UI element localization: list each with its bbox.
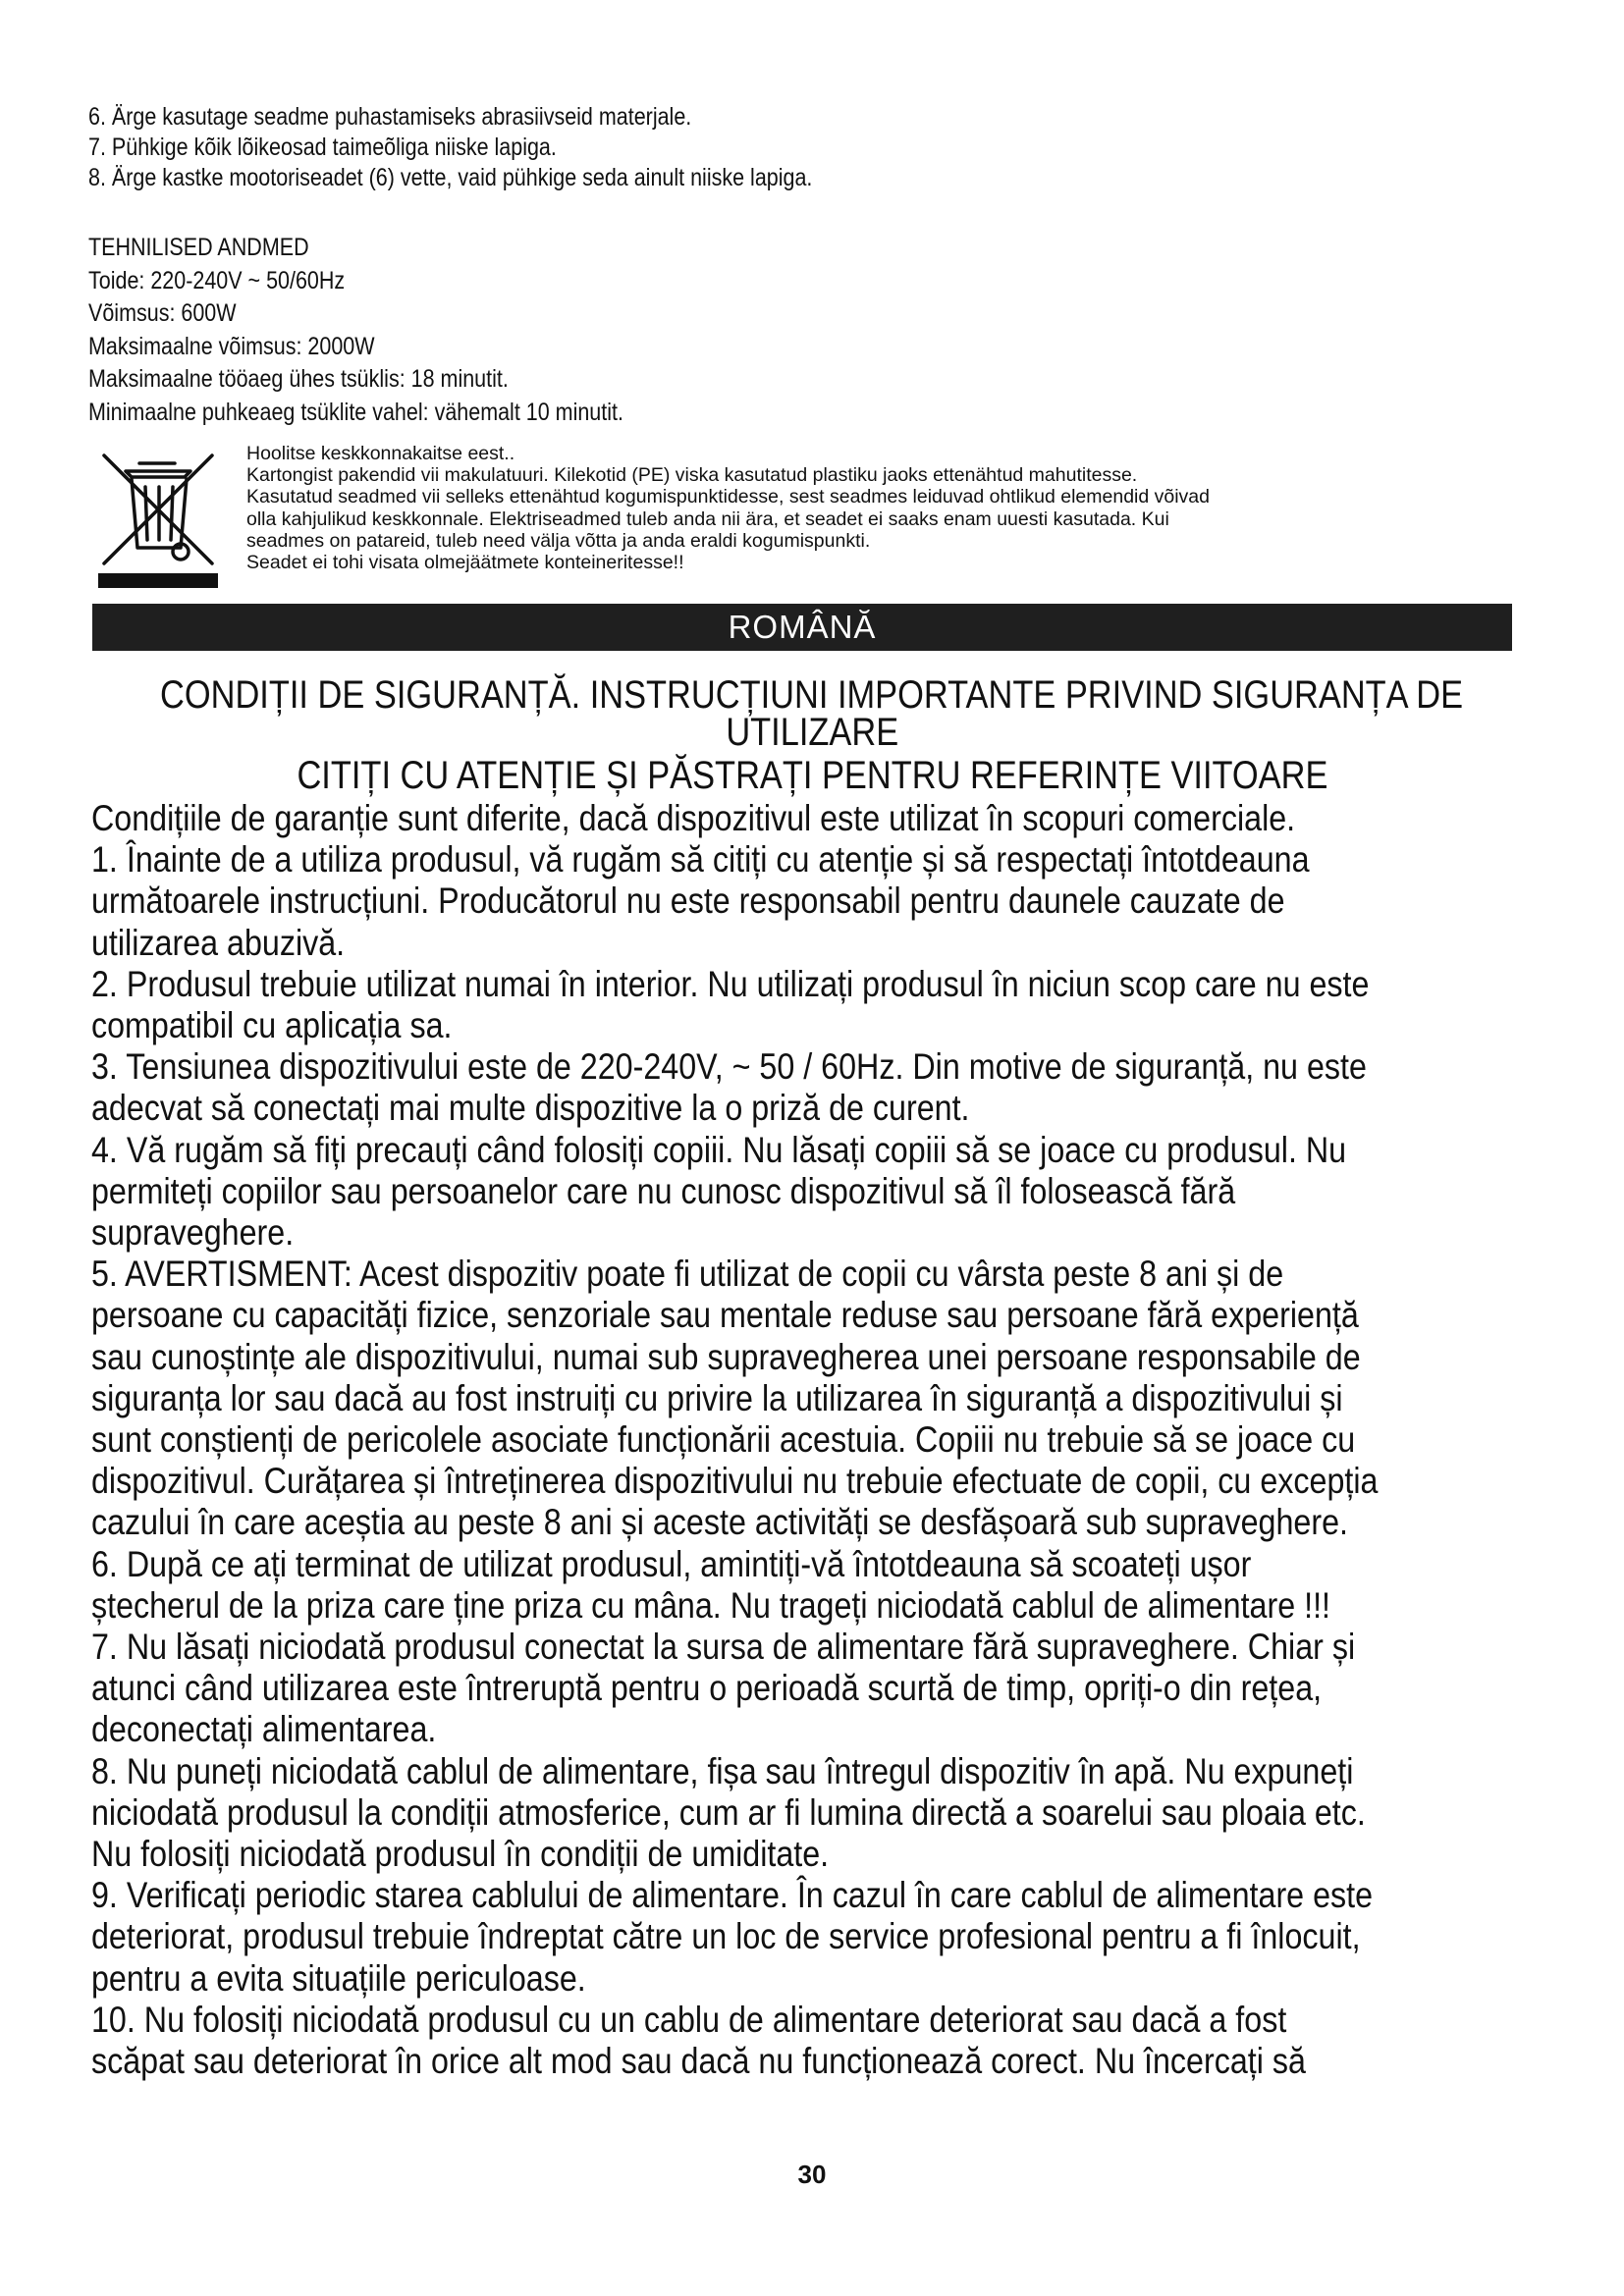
instruction-line: sunt conștienți de pericolele asociate funcționării acestuia. Copiii nu trebuie să se joace cu — [91, 1418, 1356, 1461]
instruction-line: siguranța lor sau dacă au fost instruiți cu privire la utilizarea în siguranță a dispozitivului și — [91, 1376, 1343, 1418]
instruction-line: deteriorat, produsul trebuie îndreptat către un loc de service profesional pentru a fi înlocuit, — [91, 1915, 1361, 1957]
safety-heading-text: CONDIȚII DE SIGURANȚĂ. INSTRUCȚIUNI IMPORTANTE PRIVIND SIGURANȚA DE — [160, 673, 1464, 717]
spec-power: Võimsus: 600W — [88, 299, 237, 327]
spec-max-power: Maksimaalne võimsus: 2000W — [88, 332, 375, 360]
environment-line: seadmes on patareid, tuleb need välja võtta ja anda eraldi kogumispunkti. — [246, 529, 871, 552]
instruction-line: deconectați alimentarea. — [91, 1708, 437, 1750]
list-item: 7. Pühkige kõik lõikeosad taimeõliga niiske lapiga. — [88, 133, 557, 161]
instruction-line: 3. Tensiunea dispozitivului este de 220-240V, ~ 50 / 60Hz. Din motive de siguranță, nu este — [91, 1045, 1367, 1088]
spec-max-run-time: Maksimaalne tööaeg ühes tsüklis: 18 minutit. — [88, 365, 509, 393]
instruction-line: 8. Nu puneți niciodată cablul de alimentare, fișa sau întregul dispozitiv în apă. Nu expuneți — [91, 1749, 1354, 1791]
instruction-line: 10. Nu folosiți niciodată produsul cu un cablu de alimentare deteriorat sau dacă a fost — [91, 1998, 1287, 2040]
estonian-care-list — [88, 102, 1267, 193]
instruction-line: 9. Verificați periodic starea cablului de alimentare. În cazul în care cablul de alimentare este — [91, 1874, 1374, 1916]
environment-line: Hoolitse keskkonnakaitse eest.. — [246, 443, 515, 464]
environment-line: olla kahjulikud keskkonnale. Elektriseadmed tuleb anda nii ära, et seadet ei saaks enam uuesti kasutada. Kui — [246, 507, 1169, 530]
environment-notice — [246, 443, 1552, 573]
instruction-line: sau cunoștințe ale dispozitivului, numai sub supravegherea unei persoane responsabile de — [91, 1335, 1361, 1377]
list-item: 6. Ärge kasutage seadme puhastamiseks abrasiivseid materjale. — [88, 103, 692, 131]
list-item: 8. Ärge kastke mootoriseadet (6) vette, vaid pühkige seda ainult niiske lapiga. — [88, 164, 813, 191]
instruction-line: adecvat să conectați mai multe dispozitive la o priză de curent. — [91, 1087, 970, 1129]
instruction-line: ștecherul de la priza care ține priza cu mâna. Nu trageți niciodată cablul de alimentare !!! — [91, 1583, 1331, 1626]
instruction-line: niciodată produsul la condiții atmosferice, cum ar fi lumina directă a soarelui sau ploaia etc. — [91, 1790, 1366, 1833]
instruction-line: 1. Înainte de a utiliza produsul, vă rugăm să citiți cu atenție și să respectați întotdeauna — [91, 838, 1310, 881]
instruction-line: dispozitivul. Curățarea și întreținerea dispozitivului nu trebuie efectuate de copii, cu excepția — [91, 1460, 1379, 1502]
safety-instructions — [91, 797, 1544, 2081]
instruction-line: atunci când utilizarea este întreruptă pentru o perioadă scurtă de timp, opriți-o din rețea, — [91, 1667, 1323, 1709]
instruction-line: persoane cu capacități fizice, senzoriale sau mentale reduse sau persoane fără experiență — [91, 1294, 1359, 1336]
instruction-line: 6. După ce ați terminat de utilizat produsul, amintiți-vă întotdeauna să scoateți ușor — [91, 1542, 1252, 1584]
language-section-bar: ROMÂNĂ — [92, 604, 1512, 651]
instruction-line: Condițiile de garanție sunt diferite, dacă dispozitivul este utilizat în scopuri comerciale. — [91, 797, 1296, 838]
instruction-line: 7. Nu lăsați niciodată produsul conectat la sursa de alimentare fără supraveghere. Chiar și — [91, 1626, 1356, 1668]
instruction-line: 2. Produsul trebuie utilizat numai în interior. Nu utilizați produsul în niciun scop care nu este — [91, 962, 1370, 1004]
instruction-line: permiteți copiilor sau persoanelor care nu cunosc dispozitivul să îl folosească fără — [91, 1169, 1236, 1211]
spec-rest-time: Minimaalne puhkeaeg tsüklite vahel: vähemalt 10 minutit. — [88, 398, 623, 426]
spec-power-supply: Toide: 220-240V ~ 50/60Hz — [88, 266, 346, 294]
environment-line: Kartongist pakendid vii makulatuuri. Kilekotid (PE) viska kasutatud plastiku jaoks ettenähtud mahutitesse. — [246, 464, 1138, 487]
instruction-line: compatibil cu aplicația sa. — [91, 1004, 453, 1046]
instruction-line: Nu folosiți niciodată produsul în condiții de umiditate. — [91, 1833, 830, 1875]
instruction-line: supraveghere. — [91, 1211, 295, 1254]
environment-line: Kasutatud seadmed vii selleks ettenähtud kogumispunktidesse, sest seadmes leiduvad ohtlikud elemendid võivad — [246, 486, 1210, 508]
safety-subheading — [0, 752, 1624, 799]
instruction-line: următoarele instrucțiuni. Producătorul nu este responsabil pentru daunele cauzate de — [91, 880, 1285, 922]
safety-subheading-text: CITIȚI CU ATENȚIE ȘI PĂSTRAȚI PENTRU REFERINȚE VIITOARE — [297, 754, 1327, 797]
page-number: 30 — [797, 2160, 827, 2189]
instruction-line: 4. Vă rugăm să fiți precauți când folosiți copiii. Nu lăsați copiii să se joace cu produsul. Nu — [91, 1128, 1347, 1170]
technical-specs — [88, 232, 1267, 429]
crossed-out-wheelie-bin-icon — [96, 448, 220, 590]
safety-heading-text: UTILIZARE — [726, 711, 898, 754]
instruction-line: utilizarea abuzivă. — [91, 921, 346, 963]
instruction-line: scăpat sau deteriorat în orice alt mod sau dacă nu funcționează corect. Nu încercați să — [91, 2040, 1306, 2082]
instruction-line: cazului în care aceștia au peste 8 ani și aceste activități se desfășoară sub supraveghere. — [91, 1501, 1348, 1543]
instruction-line: 5. AVERTISMENT: Acest dispozitiv poate fi utilizat de copii cu vârsta peste 8 ani și de — [91, 1253, 1284, 1295]
specs-title: TEHNILISED ANDMED — [88, 234, 309, 261]
instruction-line: pentru a evita situațiile periculoase. — [91, 1956, 586, 1999]
environment-line: Seadet ei tohi visata olmejäätmete konteineritesse!! — [246, 552, 684, 574]
safety-heading-line — [0, 709, 1624, 756]
